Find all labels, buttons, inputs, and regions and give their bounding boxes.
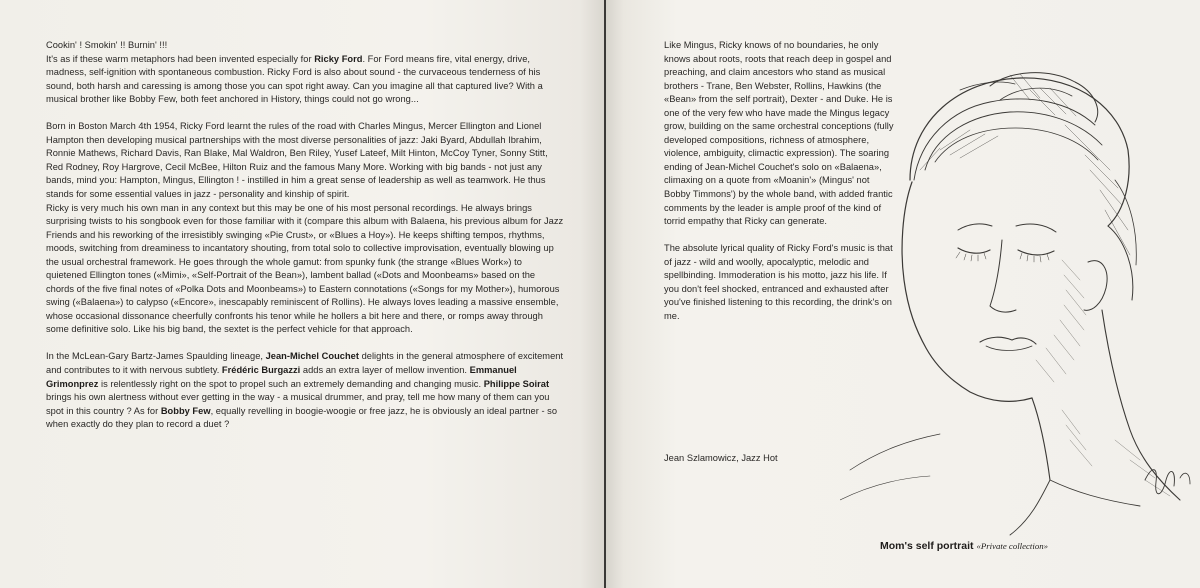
- portrait-sketch: [840, 30, 1200, 550]
- caption-subtitle: «Private collection»: [976, 541, 1049, 551]
- name-burgazzi: Frédéric Burgazzi: [221, 365, 301, 376]
- signature: Jean Szlamowicz, Jazz Hot: [664, 453, 778, 463]
- left-page-text: [46, 39, 564, 432]
- name-soirat: Philippe Soirat: [483, 378, 550, 389]
- paragraph-biography: Born in Boston March 4th 1954, Ricky Ford learnt the rules of the road with Charles Mingus, Mercer Ellington and Lionel Hampton then developing musical partnerships with the most diverse personalities of jazz: Jaki Byard, Abdullah Ibrahim, Ronnie Mathews, Richard Davis, Ran Blake, Mal Waldron, Ben Riley, Yusef Lateef, Milt Hinton, McCoy Tyner, Sonny Stitt, Red Rodney, Roy Hargrove, Cecil McBee, Hilton Ruiz and the famous Many More. Working with big bands - not just any bands, mind you: Hampton, Mingus, Ellington ! - instilled in him a great sense of leadership as well as teamwork. He thus stands for some essential values in jazz - personality and kinship of spirit.: [46, 121, 548, 199]
- paragraph-recording: Ricky is very much his own man in any context but this may be one of his most personal recordings. He always brings surprising twists to his songbook even for those familiar with it (compare this album with Balaena, his previous album for Jazz Friends and his reworking of the irresistibly swinging «Pie Crust», or «Blues a Hoy»). He keeps shifting tempos, rhythms, moods, switching from dreaminess to incantatory shouting, from total solo to collective improvisation, eventually blowing up the usual orchestral framework. He goes through the whole gamut: from spunky funk (the strange «Blues Work») to quietened Ellington tones («Mimi», «Self-Portrait of the Bean»), lambent ballad («Dots and Moonbeams» based on the chords of the five final notes of «Polka Dots and Moonbeams») to Eastern connotations («Songs for my Mother»), humorous swing («Balaena») to calypso («Encore», inescapably reminiscent of Rollins). He always loves leading a massive ensemble, whose occasional dissonance cheerfully confronts his tenor while he hollers a bit here and there, or romps away through some definitive solo. Like his big band, the sextet is the perfect vehicle for that approach.: [46, 202, 564, 335]
- paragraph-roots: Like Mingus, Ricky knows of no boundaries, he only knows about roots, roots that reach deep in gospel and preaching, and claim ancestors who stand as musical brothers - Trane, Ben Webster, Rollins, Hawkins (the «Bean» from the self portrait), Dexter - and Duke. He is one of the very few who have made the Mingus legacy grow, building on the same orchestral conceptions (fully developed compositions, richness of atmosphere, violence, ambiguity, climactic expression). The soaring ending of Jean-Michel Couchet's solo on «Balaena», climaxing on a quote from «Moanin'» (Mingus' not Bobby Timmons') by the whole band, with added frantic comments by the leader is ample proof of the kind of torrid empathy that Ricky can generate.: [664, 40, 894, 227]
- caption-title: Mom's self portrait: [880, 540, 974, 552]
- name-couchet: Jean-Michel Couchet: [265, 351, 359, 362]
- name-ricky-ford: Ricky Ford: [314, 53, 363, 64]
- paragraph-musicians: In the McLean-Gary Bartz-James Spaulding lineage, Jean-Michel Couchet delights in the general atmosphere of excitement and contributes to it with nervous subtlety. Frédéric Burgazzi adds an extra layer of mellow invention. Emmanuel Grimonprez is relentlessly right on the spot to propel such an extremely demanding and changing music. Philippe Soirat brings his own alertness without ever getting in the way - a musical drummer, and pray, tell me how many of them can you spot in this country ? As for Bobby Few, equally revelling in boogie-woogie or free jazz, he is obviously an ideal partner - so when exactly do they plan to record a duet ?: [46, 351, 564, 430]
- intro-line: Cookin' ! Smokin' !! Burnin' !!!: [46, 40, 168, 50]
- portrait-caption: [880, 540, 1048, 552]
- paragraph-intro: It's as if these warm metaphors had been invented especially for Ricky Ford. For Ford means fire, vital energy, drive, madness, self-ignition with spontaneous combustion. Ricky Ford is also about sound - the curvaceous tenderness of his sound, both harsh and caressing is among those you can spot right away. Can you imagine all that captured live? With a musical brother like Bobby Few, both feet anchored in History, things could not go wrong...: [46, 53, 543, 105]
- name-bobby-few: Bobby Few: [160, 405, 211, 416]
- paragraph-lyrical: The absolute lyrical quality of Ricky Ford's music is that of jazz - wild and woolly, apocalyptic, melodic and spellbinding. Immoderation is his motto, jazz his life. If you don't feel shocked, entranced and exhausted after you've finished listening to this recording, the drink's on me.: [664, 243, 893, 321]
- name-grimonprez: Emmanuel Grimonprez: [46, 365, 517, 389]
